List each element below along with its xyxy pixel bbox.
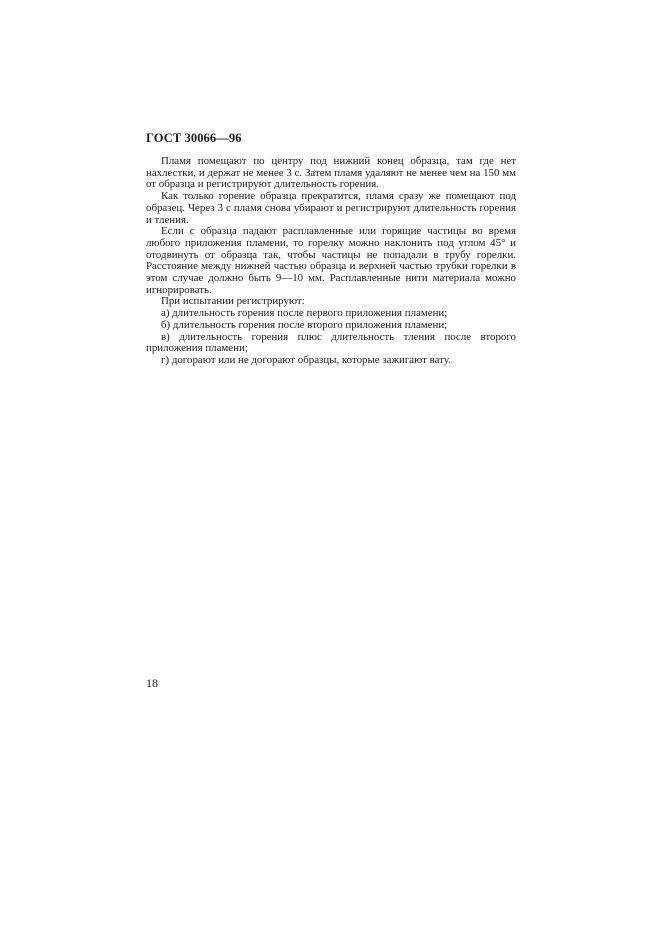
paragraph-molten-particles: Если с образца падают расплавленные или горящие частицы во время любого приложения пламени, то горелку можно наклонить под углом 45° и отодвинуть от образца так, чтобы частицы не попадали в трубу горелки. Расстояние между нижней частью образца и верхней частью трубки горелки в этом случае должно быть 9—10 мм. Расплавленные нити материала можно игнорировать. xyxy=(146,225,516,296)
paragraph-record-intro: При испытании регистрируют: xyxy=(161,295,305,308)
page-number: 18 xyxy=(146,676,158,690)
paragraph-flame-placement: Пламя помещают по центру под нижний конец образца, там где нет нахлестки, и держат не менее 3 с. Затем пламя удаляют не менее чем на 150 мм от образца и регистрируют длительность горения. xyxy=(146,155,516,191)
record-list xyxy=(146,308,516,367)
list-item-c: в) длительность горения плюс длительность тления после второго приложения пламени; xyxy=(146,330,516,355)
paragraph-reapply-flame: Как только горение образца прекратится, пламя сразу же помещают под образец. Через 3 с пламя снова убирают и регистрируют длительность горения и тления. xyxy=(146,190,516,226)
document-header: ГОСТ 30066—96 xyxy=(146,131,242,145)
list-item-b: б) длительность горения после второго приложения пламени; xyxy=(161,318,448,331)
document-body xyxy=(146,156,516,367)
list-item-d: г) догорают или не догорают образцы, которые зажигают вату. xyxy=(161,353,451,366)
list-item-a: а) длительность горения после первого приложения пламени; xyxy=(161,307,448,320)
